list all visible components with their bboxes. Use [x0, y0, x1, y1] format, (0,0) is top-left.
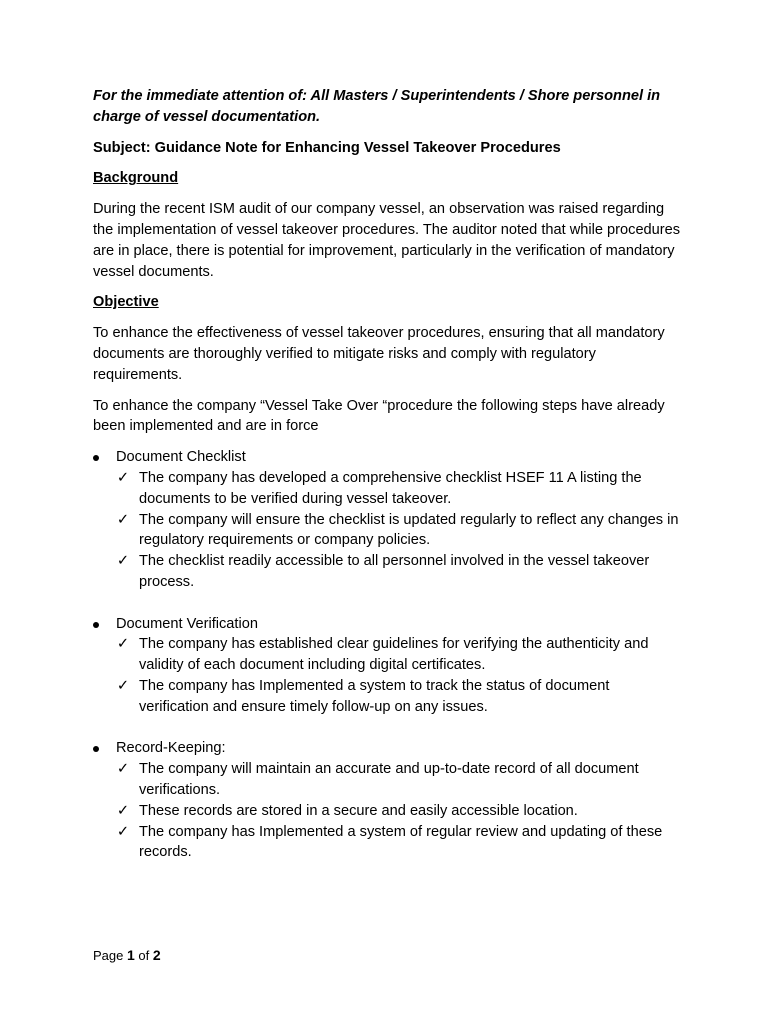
bullet-heading: [93, 614, 683, 635]
check-item-text: The company will maintain an accurate and up-to-date record of all document verifications.: [139, 761, 639, 798]
check-item-text: The company has developed a comprehensive checklist HSEF 11 A listing the documents to be verified during vessel takeover.: [139, 469, 642, 507]
bullet-heading-label: Record-Keeping:: [116, 740, 226, 757]
subject-line: Subject: Guidance Note for Enhancing Vessel Takeover Procedures: [93, 139, 561, 156]
page-footer: [93, 946, 161, 965]
check-item: [93, 468, 683, 510]
section-document-checklist: [93, 447, 683, 593]
procedure-intro-text: To enhance the company “Vessel Take Over “procedure the following steps have already been implemented and are in force: [93, 397, 665, 435]
checkmark-icon: ✓: [116, 469, 130, 486]
objective-heading: Objective: [93, 294, 159, 311]
check-item: [93, 801, 683, 822]
background-heading: Background: [93, 170, 179, 187]
bullet-icon: [93, 746, 99, 752]
check-item-text: The company will ensure the checklist is updated regularly to reflect any changes in regulatory requirements or company policies.: [139, 511, 679, 549]
of-label: of: [138, 948, 150, 963]
checklist: [93, 634, 683, 717]
check-item-text: These records are stored in a secure and easily accessible location.: [139, 802, 578, 819]
check-item: [93, 510, 683, 552]
check-item: [93, 676, 683, 718]
bullet-heading: [93, 738, 683, 759]
bullet-icon: [93, 455, 99, 461]
spacer: [93, 593, 683, 614]
page-total: 2: [152, 947, 161, 963]
spacer: [93, 718, 683, 739]
checkmark-icon: ✓: [116, 511, 130, 528]
check-item: [93, 822, 683, 864]
checkmark-icon: ✓: [116, 823, 130, 840]
check-item-text: The company has established clear guidelines for verifying the authenticity and validity of each document including digital certificates.: [139, 636, 649, 674]
bullet-heading-label: Document Verification: [116, 615, 258, 632]
check-item-text: The company has Implemented a system of regular review and updating of these records.: [139, 823, 663, 861]
section-record-keeping: [93, 738, 683, 863]
page-label: Page: [93, 948, 124, 963]
bullet-heading-label: Document Checklist: [116, 449, 246, 466]
bullet-icon: [93, 622, 99, 628]
attention-line: For the immediate attention of: All Masters / Superintendents / Shore personnel in charge of vessel documentation.: [93, 88, 661, 125]
background-text: During the recent ISM audit of our company vessel, an observation was raised regarding the implementation of vessel takeover procedures. The auditor noted that while procedures are in place, there is potential for improvement, particularly in the verification of mandatory vessel documents.: [93, 201, 681, 280]
check-item: [93, 551, 683, 593]
checkmark-icon: ✓: [116, 802, 130, 819]
check-item: [93, 759, 683, 801]
checkmark-icon: ✓: [116, 553, 130, 570]
bullet-heading: [93, 447, 683, 468]
checklist: [93, 759, 683, 863]
page-current: 1: [127, 947, 135, 963]
checklist: [93, 468, 683, 593]
check-item: [93, 634, 683, 676]
document-body: [93, 86, 683, 863]
check-item-text: The checklist readily accessible to all personnel involved in the vessel takeover process.: [139, 553, 650, 590]
checkmark-icon: ✓: [116, 636, 130, 653]
objective-text: To enhance the effectiveness of vessel takeover procedures, ensuring that all mandatory documents are thoroughly verified to mitigate risks and comply with regulatory requirements.: [93, 325, 665, 383]
section-document-verification: [93, 614, 683, 718]
checkmark-icon: ✓: [116, 677, 130, 694]
check-item-text: The company has Implemented a system to track the status of document verification and ensure timely follow-up on any issues.: [139, 677, 610, 715]
checkmark-icon: ✓: [116, 761, 130, 778]
